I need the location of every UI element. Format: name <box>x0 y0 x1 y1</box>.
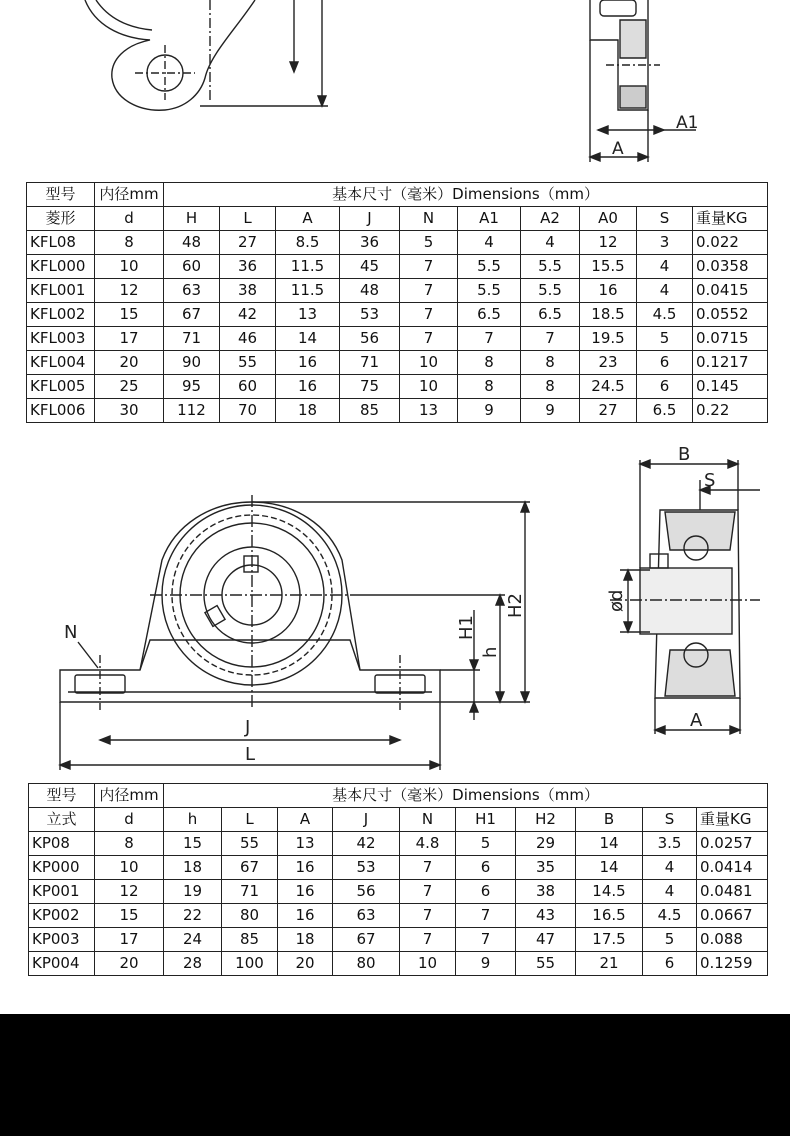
kp-value-cell: 4 <box>643 880 697 904</box>
kfl-value-cell: 7 <box>400 255 458 279</box>
kfl-value-cell: 6.5 <box>521 303 580 327</box>
kp-value-cell: 85 <box>222 928 278 952</box>
kp-value-cell: 18 <box>164 856 222 880</box>
kp-value-cell: 18 <box>278 928 333 952</box>
kp-value-cell: 10 <box>400 952 456 976</box>
kfl-value-cell: 4 <box>637 279 693 303</box>
kp-value-cell: 47 <box>516 928 576 952</box>
kfl-value-cell: 5 <box>400 231 458 255</box>
kp-value-cell: 53 <box>333 856 400 880</box>
kfl-value-cell: 16 <box>276 351 340 375</box>
kfl-value-cell: 10 <box>400 351 458 375</box>
kp-type-header: 型号 <box>29 784 95 808</box>
kp-d-label: ød <box>606 589 627 612</box>
kfl-weight-cell: 0.145 <box>693 375 768 399</box>
kfl-value-cell: 8 <box>458 375 521 399</box>
kfl-col-header: A1 <box>458 207 521 231</box>
kp-value-cell: 6 <box>456 856 516 880</box>
kfl-value-cell: 63 <box>164 279 220 303</box>
kp-subheader-row <box>29 808 768 832</box>
kfl-value-cell: 7 <box>458 327 521 351</box>
kfl-value-cell: 71 <box>164 327 220 351</box>
kp-j-label: J <box>245 717 251 738</box>
kp-spec-table <box>28 783 768 976</box>
kfl-value-cell: 10 <box>400 375 458 399</box>
kfl-value-cell: 24.5 <box>580 375 637 399</box>
kp-value-cell: 8 <box>95 832 164 856</box>
kp-h2-label: H2 <box>505 593 526 618</box>
kfl-value-cell: 5 <box>637 327 693 351</box>
kfl-value-cell: 7 <box>521 327 580 351</box>
kfl-model-cell: KFL001 <box>27 279 95 303</box>
kfl-spec-table <box>26 182 768 423</box>
kp-table-row <box>29 904 768 928</box>
kp-l-label: L <box>245 744 256 765</box>
kfl-value-cell: 53 <box>340 303 400 327</box>
kp-value-cell: 14 <box>576 856 643 880</box>
kfl-value-cell: 9 <box>458 399 521 423</box>
kfl-value-cell: 5.5 <box>458 255 521 279</box>
kfl-value-cell: 7 <box>400 303 458 327</box>
kfl-table-row <box>27 375 768 399</box>
kp-value-cell: 100 <box>222 952 278 976</box>
kfl-value-cell: 6 <box>637 351 693 375</box>
kfl-weight-cell: 0.22 <box>693 399 768 423</box>
kfl-model-cell: KFL006 <box>27 399 95 423</box>
kp-value-cell: 20 <box>95 952 164 976</box>
kp-value-cell: 9 <box>456 952 516 976</box>
kp-value-cell: 17 <box>95 928 164 952</box>
kp-value-cell: 63 <box>333 904 400 928</box>
kfl-value-cell: 5.5 <box>521 279 580 303</box>
kp-value-cell: 4.8 <box>400 832 456 856</box>
kfl-value-cell: 60 <box>164 255 220 279</box>
kp-model-cell: KP003 <box>29 928 95 952</box>
kp-value-cell: 6 <box>643 952 697 976</box>
kfl-table-row <box>27 351 768 375</box>
kfl-value-cell: 8 <box>95 231 164 255</box>
kfl-col-header: A <box>276 207 340 231</box>
kfl-value-cell: 85 <box>340 399 400 423</box>
kp-model-cell: KP002 <box>29 904 95 928</box>
kp-header-row <box>29 784 768 808</box>
kfl-type-header: 型号 <box>27 183 95 207</box>
kfl-value-cell: 6.5 <box>458 303 521 327</box>
kp-h-label: h <box>480 646 501 658</box>
kp-value-cell: 7 <box>456 904 516 928</box>
kfl-value-cell: 14 <box>276 327 340 351</box>
kp-drawing <box>0 440 790 780</box>
kfl-value-cell: 70 <box>220 399 276 423</box>
kp-weight-cell: 0.0414 <box>697 856 768 880</box>
kp-value-cell: 55 <box>516 952 576 976</box>
kp-value-cell: 15 <box>95 904 164 928</box>
kfl-value-cell: 6 <box>637 375 693 399</box>
kfl-value-cell: 9 <box>521 399 580 423</box>
kfl-value-cell: 12 <box>580 231 637 255</box>
kfl-dimensions-title: 基本尺寸（毫米）Dimensions（mm） <box>164 183 768 207</box>
kfl-header-row <box>27 183 768 207</box>
kp-value-cell: 16 <box>278 856 333 880</box>
kfl-bore-header: 内径mm <box>95 183 164 207</box>
kfl-value-cell: 13 <box>400 399 458 423</box>
kp-table-body <box>29 832 768 976</box>
kfl-value-cell: 27 <box>580 399 637 423</box>
kp-table-row <box>29 832 768 856</box>
kp-value-cell: 12 <box>95 880 164 904</box>
kfl-a-label: A <box>612 139 624 159</box>
kp-weight-cell: 0.0481 <box>697 880 768 904</box>
kfl-value-cell: 48 <box>340 279 400 303</box>
kp-value-cell: 5 <box>643 928 697 952</box>
kp-value-cell: 16 <box>278 880 333 904</box>
bottom-black-band <box>0 1014 790 1136</box>
kp-col-header: H2 <box>516 808 576 832</box>
kfl-value-cell: 3 <box>637 231 693 255</box>
kfl-value-cell: 15 <box>95 303 164 327</box>
kfl-value-cell: 6.5 <box>637 399 693 423</box>
kfl-value-cell: 7 <box>400 279 458 303</box>
kp-value-cell: 20 <box>278 952 333 976</box>
kp-s-label: S <box>704 470 716 491</box>
kfl-value-cell: 42 <box>220 303 276 327</box>
kp-col-header: 重量KG <box>697 808 768 832</box>
kfl-col-header: 菱形 <box>27 207 95 231</box>
kfl-value-cell: 112 <box>164 399 220 423</box>
kp-col-header: L <box>222 808 278 832</box>
kfl-model-cell: KFL004 <box>27 351 95 375</box>
kp-col-header: 立式 <box>29 808 95 832</box>
kfl-model-cell: KFL005 <box>27 375 95 399</box>
kp-value-cell: 67 <box>222 856 278 880</box>
kfl-col-header: d <box>95 207 164 231</box>
kfl-a1-label: A1 <box>676 113 699 133</box>
kfl-weight-cell: 0.0552 <box>693 303 768 327</box>
kfl-value-cell: 67 <box>164 303 220 327</box>
kfl-value-cell: 75 <box>340 375 400 399</box>
kfl-value-cell: 5.5 <box>521 255 580 279</box>
kfl-table-row <box>27 231 768 255</box>
kp-value-cell: 24 <box>164 928 222 952</box>
kp-value-cell: 56 <box>333 880 400 904</box>
kp-weight-cell: 0.1259 <box>697 952 768 976</box>
kp-value-cell: 71 <box>222 880 278 904</box>
kp-value-cell: 4 <box>643 856 697 880</box>
kp-value-cell: 43 <box>516 904 576 928</box>
kp-model-cell: KP08 <box>29 832 95 856</box>
kfl-value-cell: 25 <box>95 375 164 399</box>
kp-a-label: A <box>690 710 703 731</box>
kp-value-cell: 7 <box>400 904 456 928</box>
kfl-drawing <box>0 0 790 175</box>
kp-value-cell: 17.5 <box>576 928 643 952</box>
kp-value-cell: 35 <box>516 856 576 880</box>
kfl-value-cell: 7 <box>400 327 458 351</box>
kp-col-header: S <box>643 808 697 832</box>
kfl-col-header: A2 <box>521 207 580 231</box>
kfl-value-cell: 17 <box>95 327 164 351</box>
kp-weight-cell: 0.088 <box>697 928 768 952</box>
kfl-value-cell: 55 <box>220 351 276 375</box>
kp-value-cell: 7 <box>400 856 456 880</box>
kp-value-cell: 29 <box>516 832 576 856</box>
kp-weight-cell: 0.0257 <box>697 832 768 856</box>
kfl-value-cell: 36 <box>340 231 400 255</box>
kp-col-header: J <box>333 808 400 832</box>
kfl-value-cell: 90 <box>164 351 220 375</box>
kp-table-row <box>29 952 768 976</box>
kfl-value-cell: 38 <box>220 279 276 303</box>
kfl-weight-cell: 0.1217 <box>693 351 768 375</box>
kfl-value-cell: 4 <box>521 231 580 255</box>
kfl-model-cell: KFL08 <box>27 231 95 255</box>
kp-dimensions-title: 基本尺寸（毫米）Dimensions（mm） <box>164 784 768 808</box>
kfl-model-cell: KFL000 <box>27 255 95 279</box>
kp-value-cell: 15 <box>164 832 222 856</box>
kfl-value-cell: 18 <box>276 399 340 423</box>
kp-col-header: A <box>278 808 333 832</box>
kfl-model-cell: KFL002 <box>27 303 95 327</box>
kp-value-cell: 16.5 <box>576 904 643 928</box>
kp-value-cell: 7 <box>400 928 456 952</box>
kfl-value-cell: 8.5 <box>276 231 340 255</box>
kp-model-cell: KP004 <box>29 952 95 976</box>
kfl-table-row <box>27 255 768 279</box>
kp-value-cell: 80 <box>222 904 278 928</box>
kp-value-cell: 16 <box>278 904 333 928</box>
kfl-weight-cell: 0.0715 <box>693 327 768 351</box>
kfl-table-body <box>27 231 768 423</box>
kfl-value-cell: 71 <box>340 351 400 375</box>
kp-col-header: H1 <box>456 808 516 832</box>
kp-bore-header: 内径mm <box>95 784 164 808</box>
kp-col-header: h <box>164 808 222 832</box>
kfl-col-header: S <box>637 207 693 231</box>
kfl-value-cell: 45 <box>340 255 400 279</box>
kfl-col-header: A0 <box>580 207 637 231</box>
kfl-value-cell: 11.5 <box>276 279 340 303</box>
kfl-value-cell: 8 <box>521 375 580 399</box>
kfl-value-cell: 60 <box>220 375 276 399</box>
kfl-col-header: J <box>340 207 400 231</box>
kfl-value-cell: 20 <box>95 351 164 375</box>
kp-model-cell: KP000 <box>29 856 95 880</box>
kp-value-cell: 6 <box>456 880 516 904</box>
kfl-value-cell: 95 <box>164 375 220 399</box>
kfl-value-cell: 4 <box>458 231 521 255</box>
kfl-col-header: H <box>164 207 220 231</box>
kp-value-cell: 55 <box>222 832 278 856</box>
kp-value-cell: 7 <box>400 880 456 904</box>
kfl-value-cell: 10 <box>95 255 164 279</box>
kp-value-cell: 21 <box>576 952 643 976</box>
kfl-value-cell: 18.5 <box>580 303 637 327</box>
kfl-col-header: L <box>220 207 276 231</box>
kfl-model-cell: KFL003 <box>27 327 95 351</box>
kp-value-cell: 10 <box>95 856 164 880</box>
kp-col-header: d <box>95 808 164 832</box>
kfl-weight-cell: 0.0358 <box>693 255 768 279</box>
kfl-value-cell: 36 <box>220 255 276 279</box>
kfl-value-cell: 56 <box>340 327 400 351</box>
kfl-col-header: N <box>400 207 458 231</box>
kfl-col-header: 重量KG <box>693 207 768 231</box>
kp-value-cell: 80 <box>333 952 400 976</box>
kp-value-cell: 14 <box>576 832 643 856</box>
kp-value-cell: 38 <box>516 880 576 904</box>
kp-col-header: B <box>576 808 643 832</box>
kp-value-cell: 7 <box>456 928 516 952</box>
kfl-value-cell: 4.5 <box>637 303 693 327</box>
kp-table-row <box>29 856 768 880</box>
kfl-value-cell: 8 <box>521 351 580 375</box>
kfl-value-cell: 5.5 <box>458 279 521 303</box>
kp-value-cell: 28 <box>164 952 222 976</box>
kfl-value-cell: 11.5 <box>276 255 340 279</box>
kfl-subheader-row <box>27 207 768 231</box>
kp-value-cell: 4.5 <box>643 904 697 928</box>
kfl-value-cell: 16 <box>580 279 637 303</box>
kp-col-header: N <box>400 808 456 832</box>
kp-weight-cell: 0.0667 <box>697 904 768 928</box>
kfl-value-cell: 13 <box>276 303 340 327</box>
kfl-value-cell: 48 <box>164 231 220 255</box>
kp-value-cell: 13 <box>278 832 333 856</box>
kp-value-cell: 42 <box>333 832 400 856</box>
kfl-value-cell: 30 <box>95 399 164 423</box>
kp-value-cell: 19 <box>164 880 222 904</box>
kp-n-label: N <box>64 622 78 643</box>
kfl-value-cell: 4 <box>637 255 693 279</box>
kp-b-label: B <box>678 444 691 465</box>
kfl-table-row <box>27 279 768 303</box>
kp-table-row <box>29 928 768 952</box>
kfl-value-cell: 16 <box>276 375 340 399</box>
kfl-value-cell: 46 <box>220 327 276 351</box>
kfl-value-cell: 23 <box>580 351 637 375</box>
kp-value-cell: 3.5 <box>643 832 697 856</box>
kp-value-cell: 22 <box>164 904 222 928</box>
kp-value-cell: 14.5 <box>576 880 643 904</box>
kfl-value-cell: 8 <box>458 351 521 375</box>
kfl-weight-cell: 0.022 <box>693 231 768 255</box>
kp-model-cell: KP001 <box>29 880 95 904</box>
kfl-value-cell: 19.5 <box>580 327 637 351</box>
kfl-value-cell: 15.5 <box>580 255 637 279</box>
kfl-value-cell: 27 <box>220 231 276 255</box>
kp-h1-label: H1 <box>456 615 477 640</box>
kp-value-cell: 5 <box>456 832 516 856</box>
kfl-weight-cell: 0.0415 <box>693 279 768 303</box>
kfl-table-row <box>27 399 768 423</box>
kp-table-row <box>29 880 768 904</box>
kp-value-cell: 67 <box>333 928 400 952</box>
kfl-value-cell: 12 <box>95 279 164 303</box>
kfl-table-row <box>27 327 768 351</box>
kfl-table-row <box>27 303 768 327</box>
